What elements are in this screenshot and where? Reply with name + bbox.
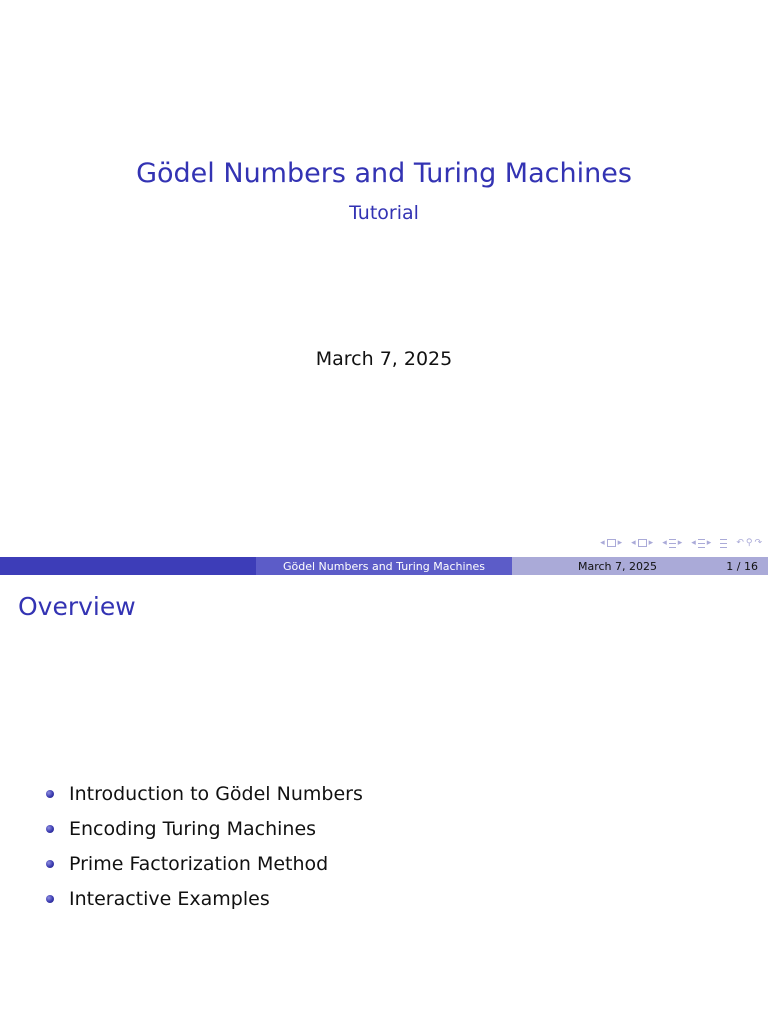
nav-subsection-icon — [669, 539, 676, 548]
footer-title-segment — [256, 557, 512, 575]
nav-right-arrow-icon: ▸ — [648, 538, 654, 548]
footer-page-number: 1 / 16 — [726, 559, 758, 573]
bullet-icon — [46, 825, 54, 833]
nav-right-arrow-icon: ▸ — [706, 538, 712, 548]
list-item — [46, 881, 363, 916]
beamer-navigation-symbols — [594, 538, 762, 548]
list-item — [46, 846, 363, 881]
frame-title: Overview — [18, 592, 136, 621]
nav-left-arrow-icon: ◂ — [631, 538, 636, 548]
nav-frame-icon — [638, 539, 647, 547]
presentation-title: Gödel Numbers and Turing Machines — [136, 158, 632, 189]
bullet-icon — [46, 790, 54, 798]
nav-right-arrow-icon: ▸ — [677, 538, 683, 548]
nav-slide-icon — [607, 539, 616, 547]
footer-date-segment — [512, 557, 768, 575]
nav-forward-icon: ↷ — [754, 538, 762, 548]
presentation-date: March 7, 2025 — [315, 348, 453, 370]
nav-section-icon — [698, 539, 705, 548]
nav-document-group[interactable] — [720, 539, 727, 548]
nav-left-arrow-icon: ◂ — [600, 538, 605, 548]
bullet-icon — [46, 895, 54, 903]
nav-left-arrow-icon: ◂ — [662, 538, 667, 548]
bullet-icon — [46, 860, 54, 868]
bullet-text: Interactive Examples — [69, 887, 270, 910]
slide-footer — [0, 557, 768, 575]
nav-frame-group[interactable] — [631, 538, 653, 548]
nav-search-group[interactable] — [736, 538, 762, 548]
nav-subsection-group[interactable] — [662, 538, 682, 548]
list-item — [46, 811, 363, 846]
presentation-subtitle: Tutorial — [349, 202, 419, 224]
nav-slide-group[interactable] — [600, 538, 622, 548]
bullet-text: Prime Factorization Method — [69, 852, 329, 875]
footer-author-segment — [0, 557, 256, 575]
bullet-list — [46, 776, 363, 916]
nav-section-group[interactable] — [691, 538, 711, 548]
overview-slide — [0, 576, 768, 1024]
search-icon: ⚲ — [745, 538, 753, 548]
nav-right-arrow-icon: ▸ — [617, 538, 623, 548]
footer-title: Gödel Numbers and Turing Machines — [283, 559, 485, 573]
nav-left-arrow-icon: ◂ — [691, 538, 696, 548]
nav-document-icon — [720, 539, 727, 548]
nav-back-icon: ↶ — [736, 538, 744, 548]
bullet-text: Encoding Turing Machines — [69, 817, 317, 840]
bullet-text: Introduction to Gödel Numbers — [69, 782, 363, 805]
list-item — [46, 776, 363, 811]
footer-date: March 7, 2025 — [578, 559, 658, 573]
